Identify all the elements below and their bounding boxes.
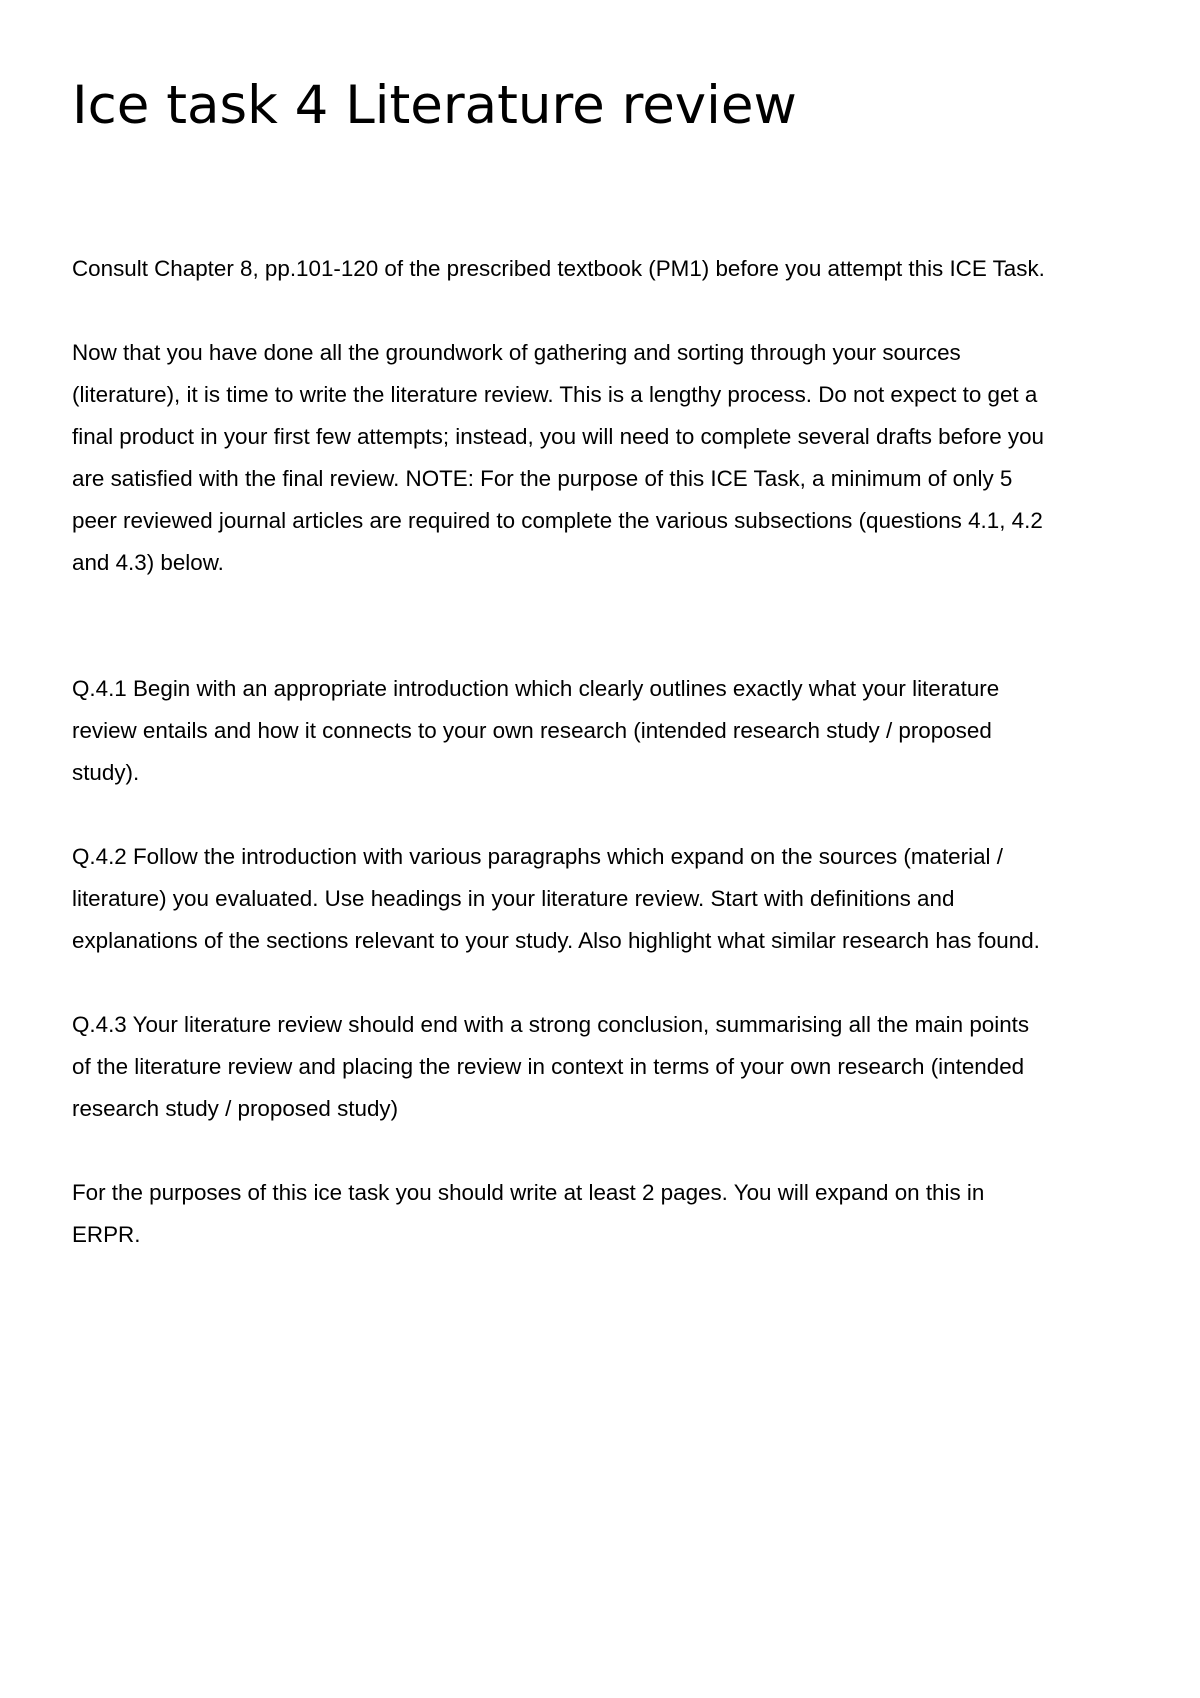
page-title: Ice task 4 Literature review xyxy=(72,75,797,136)
question-4-3-paragraph xyxy=(72,1004,1142,1130)
paragraph-line: and 4.3) below. xyxy=(72,550,224,575)
paragraph-line: are satisfied with the final review. NOTE: For the purpose of this ICE Task, a minimum of only 5 xyxy=(72,466,1013,491)
question-4-2-paragraph xyxy=(72,836,1142,962)
paragraph-line: peer reviewed journal articles are required to complete the various subsections (questions 4.1, 4.2 xyxy=(72,508,1043,533)
groundwork-paragraph xyxy=(72,332,1142,584)
paragraph-line: Q.4.1 Begin with an appropriate introduction which clearly outlines exactly what your literature xyxy=(72,676,1000,701)
paragraph-line: explanations of the sections relevant to your study. Also highlight what similar research has found. xyxy=(72,928,1040,953)
paragraph-line: ERPR. xyxy=(72,1222,141,1247)
paragraph-line: For the purposes of this ice task you should write at least 2 pages. You will expand on this in xyxy=(72,1180,985,1205)
paragraph-line: Q.4.3 Your literature review should end with a strong conclusion, summarising all the main points xyxy=(72,1012,1030,1037)
paragraph-line: literature) you evaluated. Use headings in your literature review. Start with definitions and xyxy=(72,886,955,911)
paragraph-line: study). xyxy=(72,760,140,785)
question-4-1-paragraph xyxy=(72,668,1142,794)
paragraph-line: (literature), it is time to write the literature review. This is a lengthy process. Do not expect to get a xyxy=(72,382,1038,407)
paragraph-line: of the literature review and placing the review in context in terms of your own research (intended xyxy=(72,1054,1025,1079)
closing-paragraph xyxy=(72,1172,1142,1256)
paragraph-line: final product in your first few attempts; instead, you will need to complete several drafts before you xyxy=(72,424,1044,449)
intro-paragraph: Consult Chapter 8, pp.101-120 of the prescribed textbook (PM1) before you attempt this ICE Task. xyxy=(72,256,1045,281)
paragraph-line: Q.4.2 Follow the introduction with various paragraphs which expand on the sources (material / xyxy=(72,844,1003,869)
paragraph-line: review entails and how it connects to your own research (intended research study / proposed xyxy=(72,718,992,743)
paragraph-line: Now that you have done all the groundwork of gathering and sorting through your sources xyxy=(72,340,961,365)
paragraph-line: research study / proposed study) xyxy=(72,1096,399,1121)
